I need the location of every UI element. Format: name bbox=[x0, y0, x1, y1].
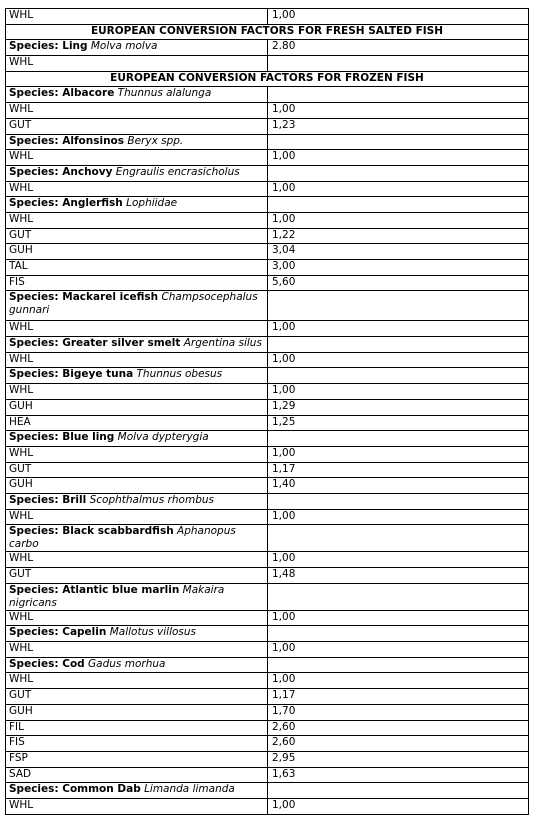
species-prefix: Species: bbox=[9, 657, 63, 670]
factor-cell: 2,60 bbox=[268, 736, 529, 752]
species-prefix: Species: bbox=[9, 368, 63, 381]
species-common-name: Albacore bbox=[62, 87, 115, 100]
factor-cell: 1,63 bbox=[268, 767, 529, 783]
presentation-row bbox=[6, 478, 529, 494]
presentation-row bbox=[6, 415, 529, 431]
factor-cell: 1,40 bbox=[268, 478, 529, 494]
species-latin-name: Thunnus alalunga bbox=[117, 87, 212, 100]
presentation-row bbox=[6, 9, 529, 25]
presentation-row bbox=[6, 244, 529, 260]
factor-cell bbox=[268, 783, 529, 799]
presentation-code: WHL bbox=[6, 56, 268, 72]
species-prefix: Species: bbox=[9, 525, 63, 538]
species-common-name: Cod bbox=[62, 657, 85, 670]
presentation-code: WHL bbox=[6, 181, 268, 197]
presentation-row bbox=[6, 56, 529, 72]
species-prefix: Species: bbox=[9, 493, 63, 506]
factor-cell bbox=[268, 337, 529, 353]
factor-cell: 1,17 bbox=[268, 689, 529, 705]
factor-cell bbox=[268, 87, 529, 103]
factor-cell: 1,00 bbox=[268, 610, 529, 626]
presentation-code: WHL bbox=[6, 352, 268, 368]
section-header: EUROPEAN CONVERSION FACTORS FOR FRESH SALTED FISH bbox=[6, 24, 529, 40]
factor-cell: 1,00 bbox=[268, 673, 529, 689]
presentation-code: WHL bbox=[6, 103, 268, 119]
species-latin-name: Scophthalmus rhombus bbox=[89, 493, 214, 506]
presentation-code: GUH bbox=[6, 399, 268, 415]
presentation-code: WHL bbox=[6, 384, 268, 400]
species-common-name: Brill bbox=[62, 493, 87, 506]
presentation-code: GUT bbox=[6, 118, 268, 134]
species-latin-name: Champsocephalus gunnari bbox=[9, 291, 258, 317]
presentation-row bbox=[6, 150, 529, 166]
presentation-row bbox=[6, 384, 529, 400]
presentation-row bbox=[6, 509, 529, 525]
presentation-row bbox=[6, 689, 529, 705]
species-row bbox=[6, 291, 529, 321]
factor-cell: 1,00 bbox=[268, 552, 529, 568]
presentation-code: FSP bbox=[6, 751, 268, 767]
species-row bbox=[6, 583, 529, 610]
species-latin-name: Argentina silus bbox=[183, 337, 262, 350]
factor-cell bbox=[268, 56, 529, 72]
species-label bbox=[9, 135, 124, 147]
presentation-row bbox=[6, 751, 529, 767]
presentation-row bbox=[6, 568, 529, 584]
species-latin-name: Mallotus villosus bbox=[109, 626, 197, 639]
species-prefix: Species: bbox=[9, 165, 63, 178]
species-row bbox=[6, 431, 529, 447]
factor-cell bbox=[268, 493, 529, 509]
presentation-code: GUT bbox=[6, 462, 268, 478]
species-common-name: Greater silver smelt bbox=[62, 337, 181, 350]
species-row bbox=[6, 368, 529, 384]
presentation-row bbox=[6, 212, 529, 228]
species-common-name: Blue ling bbox=[62, 431, 115, 444]
species-cell bbox=[6, 197, 268, 213]
presentation-row bbox=[6, 399, 529, 415]
presentation-row bbox=[6, 260, 529, 276]
presentation-code: WHL bbox=[6, 552, 268, 568]
species-prefix: Species: bbox=[9, 626, 63, 639]
presentation-code: WHL bbox=[6, 9, 268, 25]
factor-cell: 3,04 bbox=[268, 244, 529, 260]
species-cell bbox=[6, 657, 268, 673]
presentation-code: FIS bbox=[6, 275, 268, 291]
species-prefix: Species: bbox=[9, 431, 63, 444]
species-latin-name: Molva dypterygia bbox=[117, 431, 209, 444]
factor-cell bbox=[268, 583, 529, 610]
presentation-code: GUT bbox=[6, 689, 268, 705]
presentation-code: HEA bbox=[6, 415, 268, 431]
species-latin-name: Beryx spp. bbox=[127, 134, 184, 147]
species-label bbox=[9, 658, 85, 670]
presentation-code: TAL bbox=[6, 260, 268, 276]
presentation-row bbox=[6, 704, 529, 720]
species-cell bbox=[6, 87, 268, 103]
species-prefix: Species: bbox=[9, 783, 63, 796]
species-row bbox=[6, 783, 529, 799]
species-common-name: Anglerfish bbox=[62, 197, 123, 210]
factor-cell bbox=[268, 525, 529, 552]
species-prefix: Species: bbox=[9, 197, 63, 210]
factor-cell bbox=[268, 291, 529, 321]
species-latin-name: Thunnus obesus bbox=[136, 368, 223, 381]
presentation-code: WHL bbox=[6, 150, 268, 166]
presentation-row bbox=[6, 798, 529, 814]
presentation-row bbox=[6, 610, 529, 626]
factor-cell: 1,00 bbox=[268, 150, 529, 166]
presentation-row bbox=[6, 642, 529, 658]
species-common-name: Ling bbox=[62, 40, 88, 53]
section-header: EUROPEAN CONVERSION FACTORS FOR FROZEN FISH bbox=[6, 71, 529, 87]
species-cell bbox=[6, 431, 268, 447]
species-cell bbox=[6, 134, 268, 150]
species-common-name: Capelin bbox=[62, 626, 107, 639]
species-prefix: Species: bbox=[9, 134, 63, 147]
presentation-code: WHL bbox=[6, 610, 268, 626]
species-row bbox=[6, 40, 529, 56]
species-prefix: Species: bbox=[9, 583, 63, 596]
species-cell bbox=[6, 583, 268, 610]
factor-cell: 1,00 bbox=[268, 642, 529, 658]
factor-cell: 1,00 bbox=[268, 798, 529, 814]
presentation-row bbox=[6, 462, 529, 478]
species-cell bbox=[6, 626, 268, 642]
factor-cell bbox=[268, 626, 529, 642]
species-prefix: Species: bbox=[9, 337, 63, 350]
factor-cell: 2.80 bbox=[268, 40, 529, 56]
species-row bbox=[6, 197, 529, 213]
species-cell bbox=[6, 291, 268, 321]
presentation-code: SAD bbox=[6, 767, 268, 783]
species-common-name: Atlantic blue marlin bbox=[62, 583, 180, 596]
presentation-row bbox=[6, 228, 529, 244]
presentation-code: WHL bbox=[6, 321, 268, 337]
presentation-code: GUH bbox=[6, 244, 268, 260]
presentation-row bbox=[6, 767, 529, 783]
factor-cell bbox=[268, 368, 529, 384]
species-common-name: Common Dab bbox=[62, 783, 141, 796]
species-common-name: Bigeye tuna bbox=[62, 368, 134, 381]
species-row bbox=[6, 87, 529, 103]
species-row bbox=[6, 657, 529, 673]
factor-cell: 1,00 bbox=[268, 181, 529, 197]
species-latin-name: Lophiidae bbox=[126, 197, 178, 210]
factor-cell: 2,95 bbox=[268, 751, 529, 767]
species-cell bbox=[6, 525, 268, 552]
species-prefix: Species: bbox=[9, 87, 63, 100]
species-label bbox=[9, 368, 133, 380]
factor-cell: 1,25 bbox=[268, 415, 529, 431]
species-row bbox=[6, 525, 529, 552]
factor-cell: 1,00 bbox=[268, 103, 529, 119]
species-label bbox=[9, 525, 174, 537]
factor-cell: 1,00 bbox=[268, 9, 529, 25]
factor-cell: 2,60 bbox=[268, 720, 529, 736]
species-common-name: Black scabbardfish bbox=[62, 525, 174, 538]
species-cell bbox=[6, 337, 268, 353]
presentation-row bbox=[6, 352, 529, 368]
presentation-code: WHL bbox=[6, 798, 268, 814]
species-row bbox=[6, 165, 529, 181]
presentation-row bbox=[6, 103, 529, 119]
factor-cell bbox=[268, 431, 529, 447]
presentation-code: GUT bbox=[6, 568, 268, 584]
species-latin-name: Aphanopus carbo bbox=[9, 525, 236, 551]
factor-cell: 1,48 bbox=[268, 568, 529, 584]
presentation-row bbox=[6, 673, 529, 689]
species-cell bbox=[6, 783, 268, 799]
species-label bbox=[9, 626, 106, 638]
conversion-factors-table bbox=[5, 8, 529, 815]
species-label bbox=[9, 337, 180, 349]
species-row bbox=[6, 337, 529, 353]
species-label bbox=[9, 40, 88, 52]
factor-cell: 1,23 bbox=[268, 118, 529, 134]
presentation-code: WHL bbox=[6, 509, 268, 525]
species-row bbox=[6, 134, 529, 150]
presentation-row bbox=[6, 118, 529, 134]
presentation-row bbox=[6, 181, 529, 197]
presentation-code: WHL bbox=[6, 212, 268, 228]
presentation-row bbox=[6, 321, 529, 337]
species-label bbox=[9, 431, 114, 443]
factor-cell: 1,22 bbox=[268, 228, 529, 244]
presentation-code: GUH bbox=[6, 478, 268, 494]
presentation-code: WHL bbox=[6, 642, 268, 658]
factor-cell: 1,00 bbox=[268, 446, 529, 462]
species-latin-name: Makaira nigricans bbox=[9, 583, 225, 609]
species-label bbox=[9, 166, 112, 178]
species-cell bbox=[6, 40, 268, 56]
factor-cell bbox=[268, 657, 529, 673]
presentation-row bbox=[6, 720, 529, 736]
factor-cell: 1,00 bbox=[268, 321, 529, 337]
species-common-name: Mackarel icefish bbox=[62, 291, 159, 304]
species-label bbox=[9, 783, 141, 795]
presentation-code: FIS bbox=[6, 736, 268, 752]
factor-cell: 1,00 bbox=[268, 352, 529, 368]
species-label bbox=[9, 494, 86, 506]
species-cell bbox=[6, 165, 268, 181]
species-common-name: Anchovy bbox=[62, 165, 113, 178]
presentation-code: GUH bbox=[6, 704, 268, 720]
factor-cell bbox=[268, 165, 529, 181]
factor-cell: 1,00 bbox=[268, 212, 529, 228]
species-label bbox=[9, 197, 123, 209]
species-latin-name: Limanda limanda bbox=[144, 783, 235, 796]
factor-cell: 1,70 bbox=[268, 704, 529, 720]
factor-cell: 3,00 bbox=[268, 260, 529, 276]
presentation-code: WHL bbox=[6, 446, 268, 462]
section-header-row bbox=[6, 71, 529, 87]
species-latin-name: Gadus morhua bbox=[88, 657, 166, 670]
section-header-row bbox=[6, 24, 529, 40]
presentation-code: FIL bbox=[6, 720, 268, 736]
species-label bbox=[9, 291, 158, 303]
factor-cell: 5,60 bbox=[268, 275, 529, 291]
conversion-factors-body bbox=[6, 9, 529, 815]
species-prefix: Species: bbox=[9, 291, 63, 304]
species-cell bbox=[6, 368, 268, 384]
factor-cell: 1,00 bbox=[268, 384, 529, 400]
species-latin-name: Engraulis encrasicholus bbox=[115, 165, 240, 178]
presentation-row bbox=[6, 275, 529, 291]
presentation-row bbox=[6, 736, 529, 752]
species-prefix: Species: bbox=[9, 40, 63, 53]
species-label bbox=[9, 87, 114, 99]
species-row bbox=[6, 626, 529, 642]
species-latin-name: Molva molva bbox=[90, 40, 158, 53]
presentation-code: GUT bbox=[6, 228, 268, 244]
presentation-code: WHL bbox=[6, 673, 268, 689]
factor-cell bbox=[268, 197, 529, 213]
presentation-row bbox=[6, 446, 529, 462]
factor-cell: 1,17 bbox=[268, 462, 529, 478]
factor-cell: 1,29 bbox=[268, 399, 529, 415]
species-row bbox=[6, 493, 529, 509]
species-label bbox=[9, 584, 179, 596]
species-common-name: Alfonsinos bbox=[62, 134, 125, 147]
presentation-row bbox=[6, 552, 529, 568]
factor-cell bbox=[268, 134, 529, 150]
species-cell bbox=[6, 493, 268, 509]
factor-cell: 1,00 bbox=[268, 509, 529, 525]
